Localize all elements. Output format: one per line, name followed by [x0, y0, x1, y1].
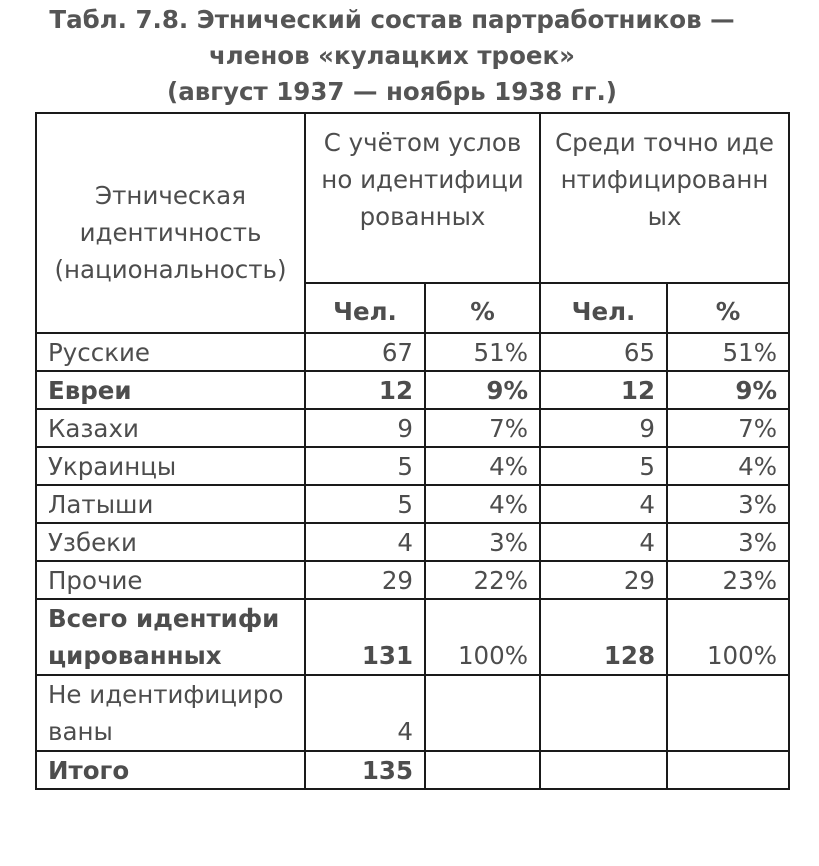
count-exact: 12	[540, 371, 667, 409]
ethnic-composition-table	[35, 112, 790, 790]
count-exact	[540, 751, 667, 789]
percent-exact: 7%	[667, 409, 789, 447]
percent-conditional: 4%	[425, 485, 540, 523]
percent-conditional: 51%	[425, 333, 540, 371]
percent-exact	[667, 675, 789, 751]
header-group-exact	[540, 113, 789, 283]
percent-exact: 23%	[667, 561, 789, 599]
table-row-unidentified	[36, 675, 789, 751]
header-group-exact-text: Среди точно идентифицированных	[555, 128, 774, 231]
table-title	[0, 2, 784, 110]
count-conditional: 9	[305, 409, 425, 447]
title-line-3: (август 1937 — ноябрь 1938 гг.)	[167, 77, 617, 106]
row-label: Узбеки	[36, 523, 305, 561]
percent-exact: 9%	[667, 371, 789, 409]
header-group-conditional-text: С учётом условно идентифицированных	[321, 128, 524, 231]
percent-conditional: 100%	[425, 599, 540, 675]
count-exact: 65	[540, 333, 667, 371]
header-count-2: Чел.	[540, 283, 667, 333]
count-conditional: 12	[305, 371, 425, 409]
percent-conditional	[425, 751, 540, 789]
count-exact: 4	[540, 485, 667, 523]
count-conditional: 4	[305, 523, 425, 561]
header-count-1: Чел.	[305, 283, 425, 333]
percent-exact: 4%	[667, 447, 789, 485]
header-group-conditional	[305, 113, 540, 283]
percent-exact: 3%	[667, 485, 789, 523]
count-exact: 5	[540, 447, 667, 485]
count-exact: 128	[540, 599, 667, 675]
percent-conditional: 9%	[425, 371, 540, 409]
row-label: Русские	[36, 333, 305, 371]
row-label: Украинцы	[36, 447, 305, 485]
count-conditional: 67	[305, 333, 425, 371]
table-row	[36, 561, 789, 599]
percent-conditional: 3%	[425, 523, 540, 561]
row-label: Евреи	[36, 371, 305, 409]
table-row	[36, 409, 789, 447]
count-conditional: 4	[305, 675, 425, 751]
count-conditional: 5	[305, 485, 425, 523]
count-conditional: 29	[305, 561, 425, 599]
table-row	[36, 371, 789, 409]
percent-exact: 3%	[667, 523, 789, 561]
row-label: Всего идентифицированных	[36, 599, 305, 675]
row-label: Прочие	[36, 561, 305, 599]
percent-exact	[667, 751, 789, 789]
header-percent-1: %	[425, 283, 540, 333]
title-line-1: Табл. 7.8. Этнический состав партработников —	[49, 5, 735, 34]
percent-conditional	[425, 675, 540, 751]
header-percent-2: %	[667, 283, 789, 333]
percent-exact: 51%	[667, 333, 789, 371]
table-row	[36, 333, 789, 371]
table-row	[36, 485, 789, 523]
row-label: Латыши	[36, 485, 305, 523]
row-label: Казахи	[36, 409, 305, 447]
count-exact: 29	[540, 561, 667, 599]
count-conditional: 131	[305, 599, 425, 675]
percent-conditional: 4%	[425, 447, 540, 485]
row-label: Не идентифицированы	[36, 675, 305, 751]
count-conditional: 5	[305, 447, 425, 485]
table-row-grand-total	[36, 751, 789, 789]
title-line-2: членов «кулацких троек»	[208, 41, 575, 70]
table-row	[36, 447, 789, 485]
count-exact: 4	[540, 523, 667, 561]
percent-exact: 100%	[667, 599, 789, 675]
table-row	[36, 523, 789, 561]
count-exact	[540, 675, 667, 751]
table-row-total-identified	[36, 599, 789, 675]
header-ethnicity	[36, 113, 305, 333]
percent-conditional: 22%	[425, 561, 540, 599]
row-label: Итого	[36, 751, 305, 789]
count-conditional: 135	[305, 751, 425, 789]
header-ethnicity-text: Этническая идентичность (национальность)	[54, 180, 287, 284]
count-exact: 9	[540, 409, 667, 447]
percent-conditional: 7%	[425, 409, 540, 447]
